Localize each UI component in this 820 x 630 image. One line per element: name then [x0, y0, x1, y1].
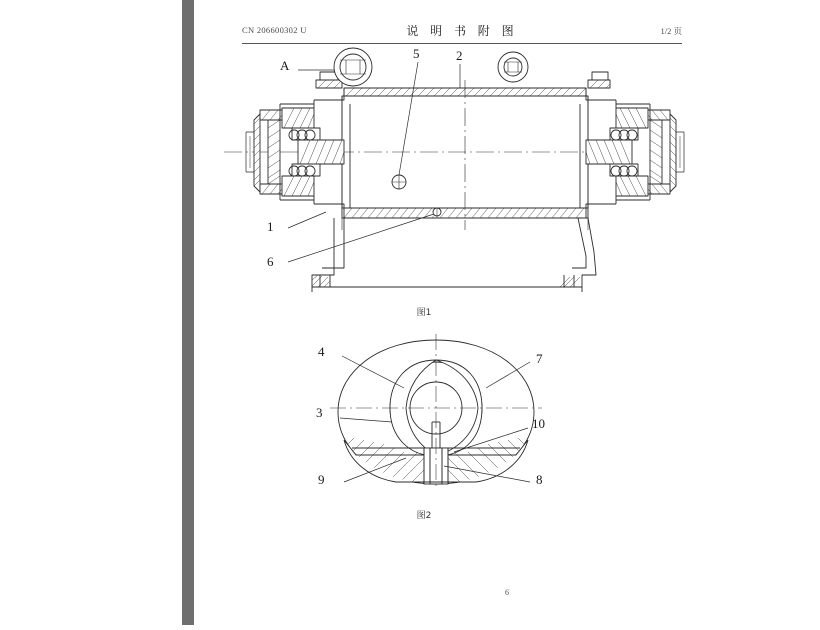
figure1-caption: 图1 — [416, 308, 432, 318]
figure1-label-A: A — [280, 58, 290, 73]
figure1-label-5: 5 — [413, 46, 420, 61]
figure-2-drawing — [194, 330, 820, 630]
figure2-label-10: 10 — [532, 416, 545, 431]
figure2-caption: 图2 — [416, 511, 432, 521]
page-number: 6 — [505, 588, 509, 597]
figure2-label-3: 3 — [316, 405, 323, 420]
figure-1-drawing — [194, 0, 820, 320]
figure2-label-4: 4 — [318, 344, 325, 359]
left-margin — [0, 0, 182, 625]
figure1-label-6: 6 — [267, 254, 274, 269]
binding-strip — [182, 0, 194, 625]
patent-number: CN 206600302 U — [242, 25, 307, 35]
figure2-label-7: 7 — [536, 351, 543, 366]
figure2-label-8: 8 — [536, 472, 543, 487]
figure1-label-1: 1 — [267, 219, 274, 234]
header-title: 说 明 书 附 图 — [406, 24, 518, 38]
page-indicator: 1/2 页 — [660, 26, 682, 36]
figure1-label-2: 2 — [456, 48, 463, 63]
figure2-label-9: 9 — [318, 472, 325, 487]
document-page — [194, 0, 820, 625]
